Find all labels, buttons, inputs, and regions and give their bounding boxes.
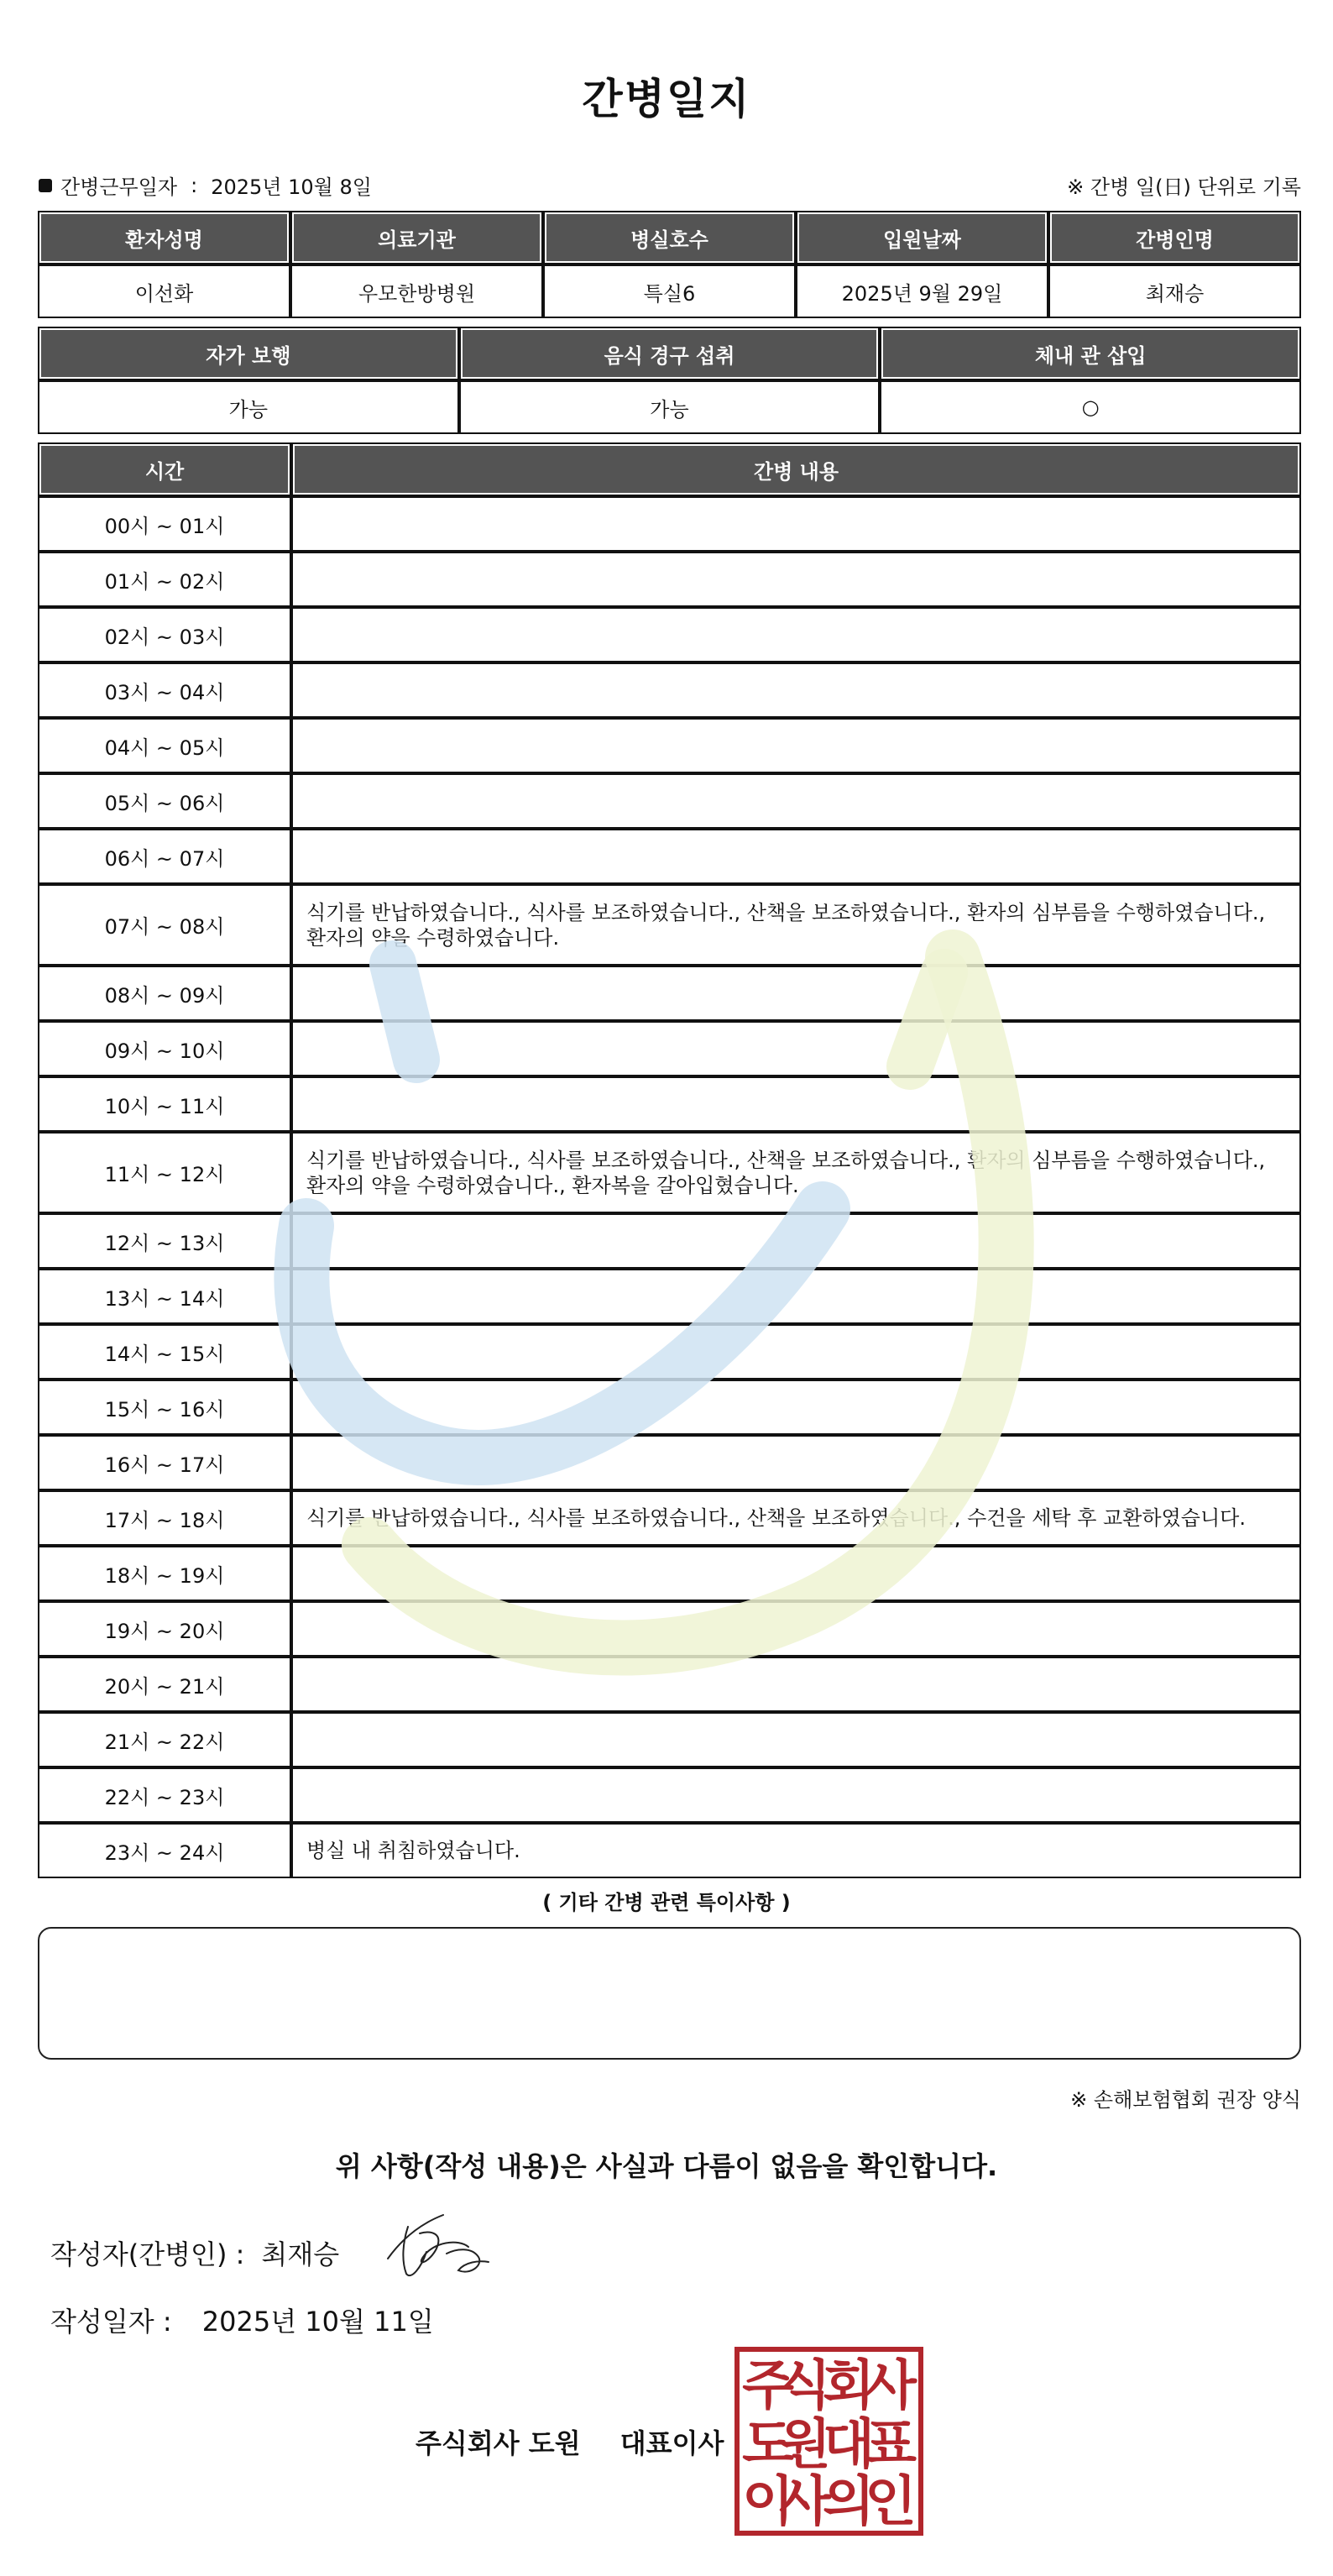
writer-line <box>50 2233 339 2272</box>
header-hospital: 의료기관 <box>290 211 543 264</box>
time-cell: 20시 ~ 21시 <box>38 1657 291 1712</box>
content-cell <box>291 966 1301 1021</box>
tube-insertion-value: ○ <box>880 380 1301 434</box>
time-cell: 00시 ~ 01시 <box>38 496 291 552</box>
header-room: 병실호수 <box>543 211 796 264</box>
table-row <box>38 1076 1301 1132</box>
writer-label: 작성자(간병인) : <box>50 2238 245 2270</box>
care-log-table <box>38 442 1301 1878</box>
time-cell: 21시 ~ 22시 <box>38 1712 291 1767</box>
content-cell <box>291 1712 1301 1767</box>
company-title: 대표이사 <box>619 2427 724 2459</box>
written-date-line <box>50 2301 434 2339</box>
header-self-walking: 자가 보행 <box>38 327 459 380</box>
table-row <box>38 773 1301 829</box>
content-cell <box>291 1269 1301 1324</box>
page-title: 간병일지 <box>582 75 751 123</box>
table-row <box>38 884 1301 966</box>
content-cell <box>291 829 1301 884</box>
table-row <box>38 966 1301 1021</box>
content-cell: 식기를 반납하였습니다., 식사를 보조하였습니다., 산책을 보조하였습니다., 환자의 심부름을 수행하였습니다., 환자의 약을 수령하였습니다., 환자복을 갈아입혔습니다. <box>291 1132 1301 1213</box>
time-cell: 07시 ~ 08시 <box>38 884 291 966</box>
header-care-content: 간병 내용 <box>291 442 1301 496</box>
time-cell: 12시 ~ 13시 <box>38 1213 291 1269</box>
content-cell <box>291 773 1301 829</box>
content-cell <box>291 1076 1301 1132</box>
special-notes-title: ( 기타 간병 관련 특이사항 ) <box>542 1891 791 1914</box>
svg-text:의: 의 <box>823 2471 875 2533</box>
work-date <box>39 170 372 200</box>
content-cell <box>291 1021 1301 1076</box>
patient-info-header-row <box>38 211 1301 264</box>
table-row <box>38 607 1301 662</box>
patient-info-value-row <box>38 264 1301 318</box>
time-cell: 17시 ~ 18시 <box>38 1490 291 1546</box>
content-cell <box>291 1435 1301 1490</box>
content-cell <box>291 496 1301 552</box>
content-cell <box>291 718 1301 773</box>
time-cell: 05시 ~ 06시 <box>38 773 291 829</box>
content-cell <box>291 1213 1301 1269</box>
content-cell: 병실 내 취침하였습니다. <box>291 1823 1301 1878</box>
svg-text:주: 주 <box>742 2355 794 2417</box>
time-cell: 18시 ~ 19시 <box>38 1546 291 1601</box>
content-cell <box>291 607 1301 662</box>
time-cell: 19시 ~ 20시 <box>38 1601 291 1657</box>
table-row <box>38 829 1301 884</box>
patient-name: 이선화 <box>38 264 290 318</box>
time-cell: 01시 ~ 02시 <box>38 552 291 607</box>
time-cell: 10시 ~ 11시 <box>38 1076 291 1132</box>
table-row <box>38 1324 1301 1380</box>
insurance-form-note: ※ 손해보험협회 권장 양식 <box>1070 2088 1301 2112</box>
time-cell: 04시 ~ 05시 <box>38 718 291 773</box>
signature-icon <box>378 2208 495 2284</box>
svg-text:이: 이 <box>742 2471 794 2533</box>
table-row <box>38 1823 1301 1878</box>
bullet-square-icon <box>39 179 52 192</box>
time-cell: 09시 ~ 10시 <box>38 1021 291 1076</box>
special-notes-box <box>38 1927 1301 2060</box>
self-walking-value: 가능 <box>38 380 459 434</box>
table-row <box>38 1213 1301 1269</box>
content-cell <box>291 1546 1301 1601</box>
svg-text:회: 회 <box>823 2355 875 2417</box>
written-date-label: 작성일자 : <box>50 2306 172 2338</box>
header-time: 시간 <box>38 442 291 496</box>
header-patient-name: 환자성명 <box>38 211 290 264</box>
table-row <box>38 1269 1301 1324</box>
table-row <box>38 1132 1301 1213</box>
svg-text:원: 원 <box>779 2414 831 2476</box>
content-cell: 식기를 반납하였습니다., 식사를 보조하였습니다., 산책을 보조하였습니다., 수건을 세탁 후 교환하였습니다. <box>291 1490 1301 1546</box>
care-log-header-row <box>38 442 1301 496</box>
time-cell: 15시 ~ 16시 <box>38 1380 291 1435</box>
table-row <box>38 1380 1301 1435</box>
content-cell <box>291 1657 1301 1712</box>
company-seal-icon <box>734 2347 923 2536</box>
svg-text:표: 표 <box>865 2414 917 2476</box>
time-cell: 02시 ~ 03시 <box>38 607 291 662</box>
table-row <box>38 662 1301 718</box>
room-number: 특실6 <box>543 264 796 318</box>
writer-name: 최재승 <box>261 2238 340 2270</box>
svg-text:식: 식 <box>779 2355 831 2417</box>
patient-status-value-row <box>38 380 1301 434</box>
table-row <box>38 1601 1301 1657</box>
table-row <box>38 1546 1301 1601</box>
content-cell <box>291 1767 1301 1823</box>
company-name: 주식회사 도원 <box>416 2427 581 2459</box>
content-cell <box>291 1601 1301 1657</box>
svg-text:사: 사 <box>865 2355 917 2417</box>
work-date-separator: : <box>191 173 198 197</box>
table-row <box>38 1767 1301 1823</box>
time-cell: 22시 ~ 23시 <box>38 1767 291 1823</box>
work-date-label: 간병근무일자 <box>60 175 178 199</box>
content-cell <box>291 1380 1301 1435</box>
time-cell: 08시 ~ 09시 <box>38 966 291 1021</box>
patient-status-table <box>38 327 1301 434</box>
header-caregiver-name: 간병인명 <box>1048 211 1301 264</box>
header-admission-date: 입원날짜 <box>796 211 1048 264</box>
table-row <box>38 496 1301 552</box>
time-cell: 14시 ~ 15시 <box>38 1324 291 1380</box>
svg-text:인: 인 <box>865 2471 917 2533</box>
patient-info-table <box>38 211 1301 318</box>
work-date-value: 2025년 10월 8일 <box>211 175 372 199</box>
header-oral-intake: 음식 경구 섭취 <box>459 327 881 380</box>
table-row <box>38 1712 1301 1767</box>
unit-note: ※ 간병 일(日) 단위로 기록 <box>1067 175 1301 199</box>
company-line <box>416 2422 724 2461</box>
table-row <box>38 1657 1301 1712</box>
oral-intake-value: 가능 <box>459 380 881 434</box>
svg-text:대: 대 <box>823 2414 875 2476</box>
time-cell: 06시 ~ 07시 <box>38 829 291 884</box>
time-cell: 11시 ~ 12시 <box>38 1132 291 1213</box>
admission-date: 2025년 9월 29일 <box>796 264 1048 318</box>
content-cell: 식기를 반납하였습니다., 식사를 보조하였습니다., 산책을 보조하였습니다., 환자의 심부름을 수행하였습니다., 환자의 약을 수령하였습니다. <box>291 884 1301 966</box>
table-row <box>38 718 1301 773</box>
confirmation-statement: 위 사항(작성 내용)은 사실과 다름이 없음을 확인합니다. <box>335 2150 998 2182</box>
content-cell <box>291 662 1301 718</box>
written-date-value: 2025년 10월 11일 <box>201 2306 434 2338</box>
time-cell: 23시 ~ 24시 <box>38 1823 291 1878</box>
svg-text:도: 도 <box>742 2414 794 2476</box>
patient-status-header-row <box>38 327 1301 380</box>
svg-text:사: 사 <box>779 2471 831 2533</box>
table-row <box>38 1435 1301 1490</box>
content-cell <box>291 1324 1301 1380</box>
table-row <box>38 552 1301 607</box>
header-tube-insertion: 체내 관 삽입 <box>880 327 1301 380</box>
table-row <box>38 1021 1301 1076</box>
time-cell: 13시 ~ 14시 <box>38 1269 291 1324</box>
content-cell <box>291 552 1301 607</box>
table-row <box>38 1490 1301 1546</box>
caregiver-name: 최재승 <box>1048 264 1301 318</box>
hospital-name: 우모한방병원 <box>290 264 543 318</box>
time-cell: 03시 ~ 04시 <box>38 662 291 718</box>
time-cell: 16시 ~ 17시 <box>38 1435 291 1490</box>
